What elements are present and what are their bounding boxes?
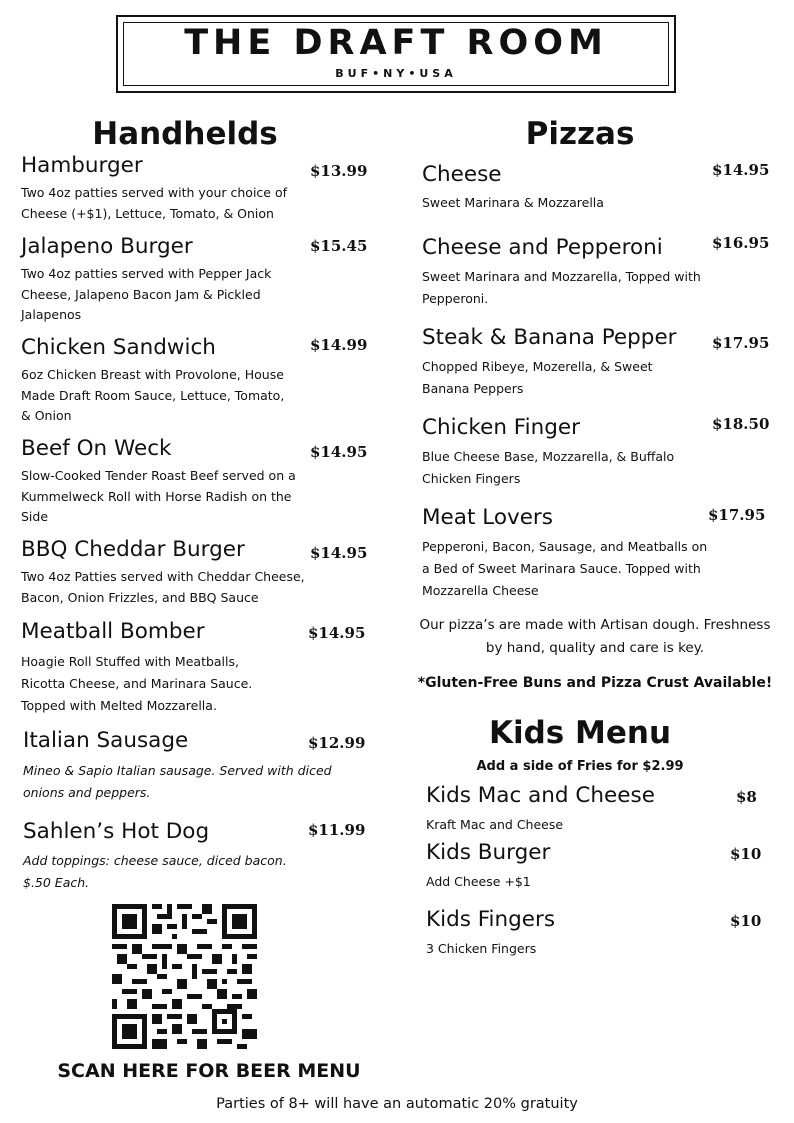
- menu-item-price: $16.95: [712, 234, 770, 252]
- menu-item-name: Sahlen’s Hot Dog: [23, 819, 210, 844]
- menu-item-price: $17.95: [712, 334, 770, 352]
- pizzas-title: Pizzas: [525, 116, 635, 152]
- menu-item-name: Cheese and Pepperoni: [422, 235, 663, 260]
- menu-item-name: Chicken Sandwich: [21, 335, 216, 360]
- menu-item-price: $8: [736, 788, 757, 806]
- menu-item-description: Sweet Marinara and Mozzarella, Topped with Pepperoni.: [422, 269, 701, 306]
- menu-item-name: Kids Burger: [426, 840, 551, 865]
- menu-item-price: $12.99: [308, 734, 366, 752]
- menu-item-price: $14.95: [310, 544, 368, 562]
- qr-caption: SCAN HERE FOR BEER MENU: [57, 1060, 361, 1082]
- menu-item-description: Two 4oz Patties served with Cheddar Cheese, Bacon, Onion Frizzles, and BBQ Sauce: [21, 569, 305, 605]
- menu-item-name: Hamburger: [21, 153, 143, 178]
- menu-item-price: $14.99: [310, 336, 368, 354]
- kids-menu-title: Kids Menu: [488, 715, 672, 751]
- handhelds-title: Handhelds: [92, 116, 278, 152]
- menu-item-price: $10: [730, 845, 762, 863]
- kids-menu-subtitle: Add a side of Fries for $2.99: [476, 759, 684, 774]
- menu-item-price: $14.95: [308, 624, 366, 642]
- menu-item-description: Pepperoni, Bacon, Sausage, and Meatballs on a Bed of Sweet Marinara Sauce. Topped with Mozzarella Cheese: [422, 539, 708, 598]
- menu-item-name: Jalapeno Burger: [21, 234, 193, 259]
- menu-item-description: Add toppings: cheese sauce, diced bacon. $.50 Each.: [23, 853, 287, 890]
- menu-item-name: Kids Mac and Cheese: [426, 783, 655, 808]
- menu-item-price: $18.50: [712, 415, 770, 433]
- menu-item-name: Meatball Bomber: [21, 619, 205, 644]
- menu-item-description: Two 4oz patties served with Pepper Jack Cheese, Jalapeno Bacon Jam & Pickled Jalapenos: [21, 266, 272, 322]
- menu-item-name: Chicken Finger: [422, 415, 580, 440]
- menu-item-name: Meat Lovers: [422, 505, 553, 530]
- menu-item-price: $14.95: [712, 161, 770, 179]
- restaurant-name: THE DRAFT ROOM: [184, 23, 608, 63]
- menu-item-name: BBQ Cheddar Burger: [21, 537, 245, 562]
- menu-item-price: $11.99: [308, 821, 366, 839]
- menu-item-description: 6oz Chicken Breast with Provolone, House Made Draft Room Sauce, Lettuce, Tomato, & Onion: [21, 367, 285, 423]
- menu-item-price: $15.45: [310, 237, 368, 255]
- menu-item-price: $17.95: [708, 506, 766, 524]
- pizza-dough-note: Our pizza’s are made with Artisan dough. Freshness by hand, quality and care is key.: [419, 617, 771, 656]
- menu-item-description: Add Cheese +$1: [426, 874, 531, 889]
- menu-item-name: Italian Sausage: [23, 728, 189, 753]
- menu-item-price: $10: [730, 912, 762, 930]
- menu-item-name: Steak & Banana Pepper: [422, 325, 677, 350]
- menu-item-description: Sweet Marinara & Mozzarella: [422, 195, 604, 210]
- qr-code-icon[interactable]: [112, 904, 257, 1049]
- menu-item-description: Kraft Mac and Cheese: [426, 817, 564, 832]
- menu-item-description: 3 Chicken Fingers: [426, 941, 537, 956]
- restaurant-location: BUF•NY•USA: [335, 67, 457, 80]
- menu-item-description: Hoagie Roll Stuffed with Meatballs, Ricotta Cheese, and Marinara Sauce. Topped with Melted Mozzarella.: [21, 654, 253, 713]
- logo: [116, 15, 676, 93]
- menu-item-name: Kids Fingers: [426, 907, 556, 932]
- menu-item-description: Chopped Ribeye, Mozerella, & Sweet Banana Peppers: [422, 359, 653, 396]
- menu-item-description: Blue Cheese Base, Mozzarella, & Buffalo Chicken Fingers: [422, 449, 675, 486]
- gratuity-note: Parties of 8+ will have an automatic 20% gratuity: [216, 1096, 578, 1112]
- menu-item-description: Mineo & Sapio Italian sausage. Served with diced onions and peppers.: [23, 763, 332, 800]
- menu-item-description: Slow-Cooked Tender Roast Beef served on a Kummelweck Roll with Horse Radish on the Side: [21, 468, 296, 524]
- menu-item-name: Beef On Weck: [21, 436, 172, 461]
- menu-item-description: Two 4oz patties served with your choice of Cheese (+$1), Lettuce, Tomato, & Onion: [21, 185, 288, 221]
- menu-item-name: Cheese: [422, 162, 502, 187]
- gluten-free-note: *Gluten-Free Buns and Pizza Crust Available!: [417, 675, 773, 691]
- menu-item-price: $14.95: [310, 443, 368, 461]
- menu-item-price: $13.99: [310, 162, 368, 180]
